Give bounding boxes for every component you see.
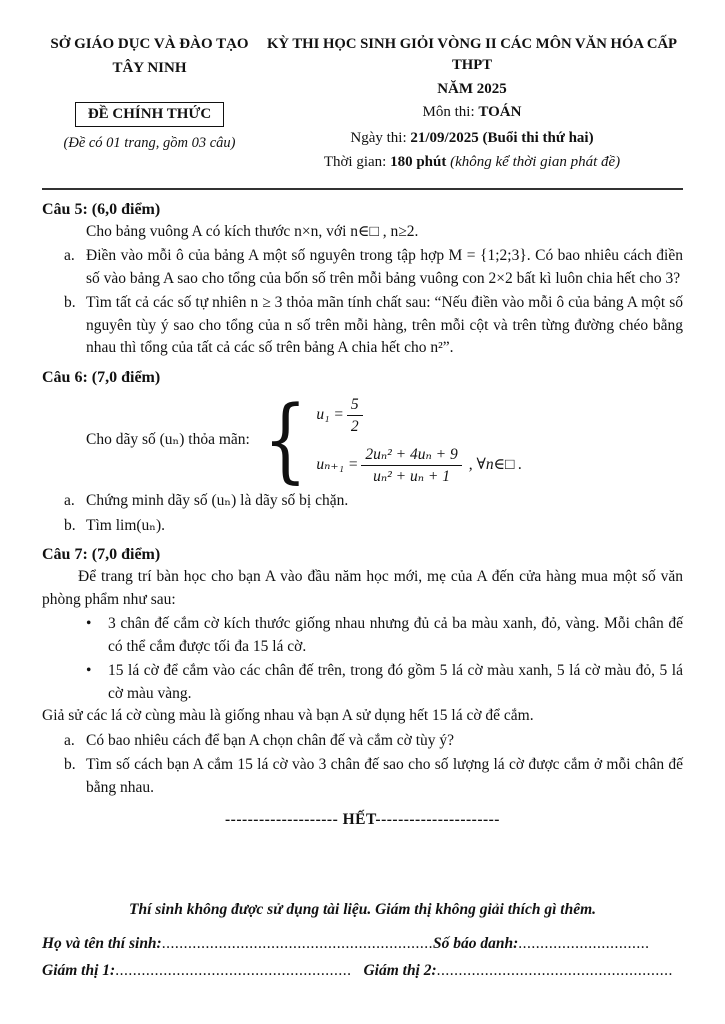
proctor-row [42,960,683,982]
no-materials-note: Thí sinh không được sử dụng tài liệu. Giám thị không giải thích gì thêm. [128,900,597,918]
question5-intro: Cho bảng vuông A có kích thước n×n, với n∈□ , n≥2. [86,222,419,240]
item-label: a. [64,492,75,510]
question5-item-a [42,245,683,290]
item-text: Tìm lim(uₙ). [86,516,166,534]
proctor1-field: ...................................................... [115,961,352,979]
question7-heading: Câu 7: (7,0 điểm) [42,546,161,564]
exam-duration: 180 phút [390,153,451,170]
time-line [261,152,683,174]
header-left-block [42,34,257,154]
eq2-condition: , ∀n∈□ . [468,456,523,474]
exam-year: NĂM 2025 [437,80,507,97]
province-name: TÂY NINH [112,59,187,76]
candidate-row [42,933,683,955]
date-label: Ngày thi: [350,130,411,147]
item-label: a. [64,247,75,265]
header-right-block [257,34,683,174]
time-note: (không kể thời gian phát đề) [450,153,621,170]
bullet-marker: • [86,662,92,680]
question7-item-a [42,730,683,752]
question7-item-b [42,754,683,799]
issuing-department: SỞ GIÁO DỤC VÀ ĐÀO TẠO [50,36,249,52]
header-divider [42,188,683,190]
item-text: Tìm tất cả các số tự nhiên n ≥ 3 thỏa mãn tính chất sau: “Nếu điền vào mỗi ô của bảng A một số nguyên tùy ý sao cho tổng của n số trên mỗi hàng, trên mỗi cột và trên từng đường chéo bằng nhau thì tổng của tất cả các số trên bảng A chia hết cho n²”. [86,294,683,357]
time-label: Thời gian: [323,153,391,170]
subject-line [261,102,683,124]
exam-footer [42,899,683,982]
question6-item-b [42,515,683,537]
eq2-fraction [361,445,461,487]
question6-intro: Cho dãy số (uₙ) thỏa mãn: [86,431,250,449]
item-text: Chứng minh dãy số (uₙ) là dãy số bị chặn. [86,492,349,510]
eq1-denominator: 2 [350,418,359,436]
exam-date: 21/09/2025 (Buổi thi thứ hai) [410,130,594,147]
item-text: Điền vào mỗi ô của bảng A một số nguyên trong tập hợp M = {1;2;3}. Có bao nhiêu cách điền số vào bảng A sao cho tổng của bốn số trên mỗi bảng vuông con 2×2 bất kì luôn chia hết cho 3? [86,247,683,287]
candidate-name-label: Họ và tên thí sinh: [42,935,162,953]
equation-1 [316,395,522,437]
eq1-fraction [347,395,363,437]
question6-system [42,386,683,494]
question5-item-b [42,292,683,359]
exam-title: KỲ THI HỌC SINH GIỎI VÒNG II CÁC MÔN VĂN HÓA CẤP THPT [266,36,678,74]
item-label: b. [64,294,76,312]
eq2-denominator: uₙ² + uₙ + 1 [373,467,450,485]
item-text: Tìm số cách bạn A cắm 15 lá cờ vào 3 chân đế sao cho số lượng lá cờ được cắm ở mỗi chân đế bằng nhau. [86,756,683,796]
subject-label: Môn thi: [422,104,479,121]
eq2-lhs: uₙ₊₁ = [316,456,359,474]
spacer [351,960,363,982]
eq2-numerator: 2uₙ² + 4uₙ + 9 [361,445,461,466]
candidate-name-field: .............................................................. [161,935,433,953]
question6-heading: Câu 6: (7,0 điểm) [42,368,161,386]
item-text: Có bao nhiêu cách để bạn A chọn chân đế và cắm cờ tùy ý? [86,731,455,749]
question7-bullet-1 [42,613,683,658]
eq1-numerator: 5 [347,395,363,416]
item-label: b. [64,756,76,774]
question7-bullet-2 [42,660,683,705]
equation-2 [316,445,522,487]
date-line [261,128,683,150]
bullet-text: 3 chân đế cắm cờ kích thước giống nhau nhưng đủ cả ba màu xanh, đỏ, vàng. Mỗi chân đế có thể cắm được tối đa 15 lá cờ. [108,615,683,655]
proctor1-label: Giám thị 1: [42,961,116,979]
candidate-number-field: .............................. [518,935,650,953]
question5-heading: Câu 5: (6,0 điểm) [42,200,161,218]
bullet-text: 15 lá cờ để cắm vào các chân đế trên, trong đó gồm 5 lá cờ màu xanh, 5 lá cờ màu đỏ, 5 lá cờ màu vàng. [108,662,683,702]
end-of-exam-marker: -------------------- HẾT---------------------- [225,811,500,829]
question7-intro2: Giả sử các lá cờ cùng màu là giống nhau và bạn A sử dụng hết 15 lá cờ để cắm. [42,707,534,725]
item-label: a. [64,731,75,749]
page-count-note: (Đề có 01 trang, gồm 03 câu) [63,135,236,152]
subject-name: TOÁN [478,104,522,121]
left-brace-symbol: { [263,386,308,494]
eq1-lhs: u₁ = [316,406,344,424]
proctor2-field: ...................................................... [436,961,673,979]
equation-system [316,395,522,487]
question6-item-a [42,490,683,512]
item-label: b. [64,516,76,534]
exam-header [42,34,683,174]
official-exam-box: ĐỀ CHÍNH THỨC [75,102,224,128]
candidate-number-label: Số báo danh: [432,935,519,953]
proctor2-label: Giám thị 2: [363,961,437,979]
question7-intro1: Để trang trí bàn học cho bạn A vào đầu năm học mới, mẹ của A đến cửa hàng mua một số văn phòng phẩm như sau: [42,568,683,608]
bullet-marker: • [86,615,92,633]
